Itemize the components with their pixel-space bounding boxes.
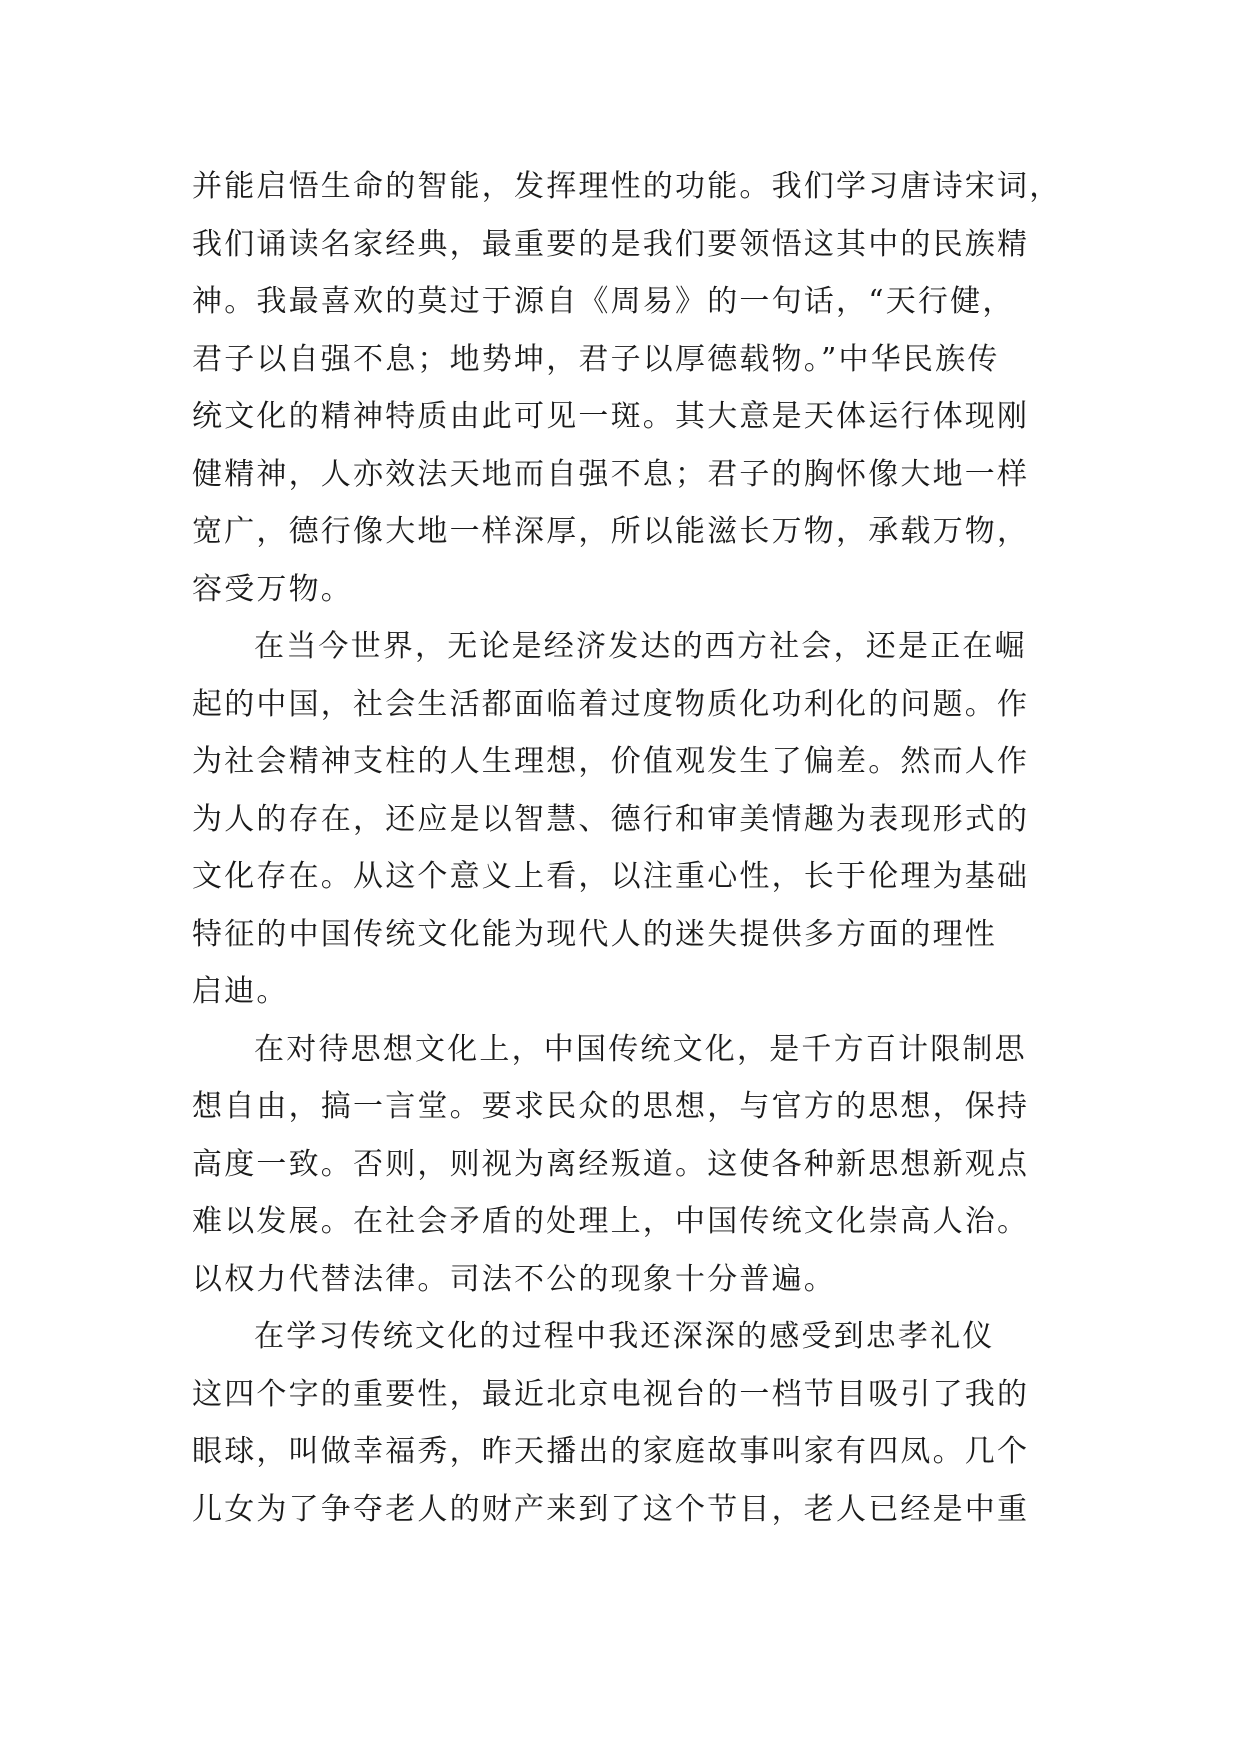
text-line: 神。我最喜欢的莫过于源自《周易》的一句话，“天行健， (192, 284, 1015, 319)
text-line: 君子以自强不息；地势坤，君子以厚德载物。”中华民族传 (192, 341, 1000, 377)
text-line: 并能启悟生命的智能，发挥理性的功能。我们学习唐诗宋词， (192, 169, 1062, 204)
text-line: 起的中国，社会生活都面临着过度物质化功利化的问题。作 (192, 686, 1030, 722)
text-line: 儿女为了争夺老人的财产来到了这个节目，老人已经是中重 (192, 1491, 1030, 1527)
text-line: 我们诵读名家经典，最重要的是我们要领悟这其中的民族精 (192, 226, 1030, 262)
paragraph-start-line: 在对待思想文化上，中国传统文化，是千方百计限制思 (254, 1031, 1027, 1067)
text-line: 难以发展。在社会矛盾的处理上，中国传统文化崇高人治。 (192, 1204, 1030, 1239)
paragraph-start-line: 在学习传统文化的过程中我还深深的感受到忠孝礼仪 (254, 1319, 995, 1354)
text-line: 容受万物。 (192, 571, 353, 607)
text-line: 为人的存在，还应是以智慧、德行和审美情趣为表现形式的 (192, 801, 1030, 837)
text-line: 这四个字的重要性，最近北京电视台的一档节目吸引了我的 (192, 1376, 1030, 1412)
text-line: 眼球，叫做幸福秀，昨天播出的家庭故事叫家有四凤。几个 (192, 1434, 1030, 1469)
text-line: 想自由，搞一言堂。要求民众的思想，与官方的思想，保持 (192, 1089, 1030, 1124)
paragraph-start-line: 在当今世界，无论是经济发达的西方社会，还是正在崛 (254, 629, 1027, 664)
text-line: 特征的中国传统文化能为现代人的迷失提供多方面的理性 (192, 916, 997, 952)
text-line: 启迪。 (192, 974, 289, 1009)
text-line: 健精神，人亦效法天地而自强不息；君子的胸怀像大地一样 (192, 456, 1030, 492)
text-line: 以权力代替法律。司法不公的现象十分普遍。 (192, 1261, 836, 1297)
text-line: 宽广，德行像大地一样深厚，所以能滋长万物，承载万物， (192, 514, 1030, 549)
text-line: 高度一致。否则，则视为离经叛道。这使各种新思想新观点 (192, 1146, 1030, 1182)
body-text (192, 158, 1062, 1538)
text-line: 为社会精神支柱的人生理想，价值观发生了偏差。然而人作 (192, 744, 1030, 779)
text-line: 文化存在。从这个意义上看，以注重心性，长于伦理为基础 (192, 859, 1030, 894)
text-line: 统文化的精神特质由此可见一斑。其大意是天体运行体现刚 (192, 399, 1030, 434)
